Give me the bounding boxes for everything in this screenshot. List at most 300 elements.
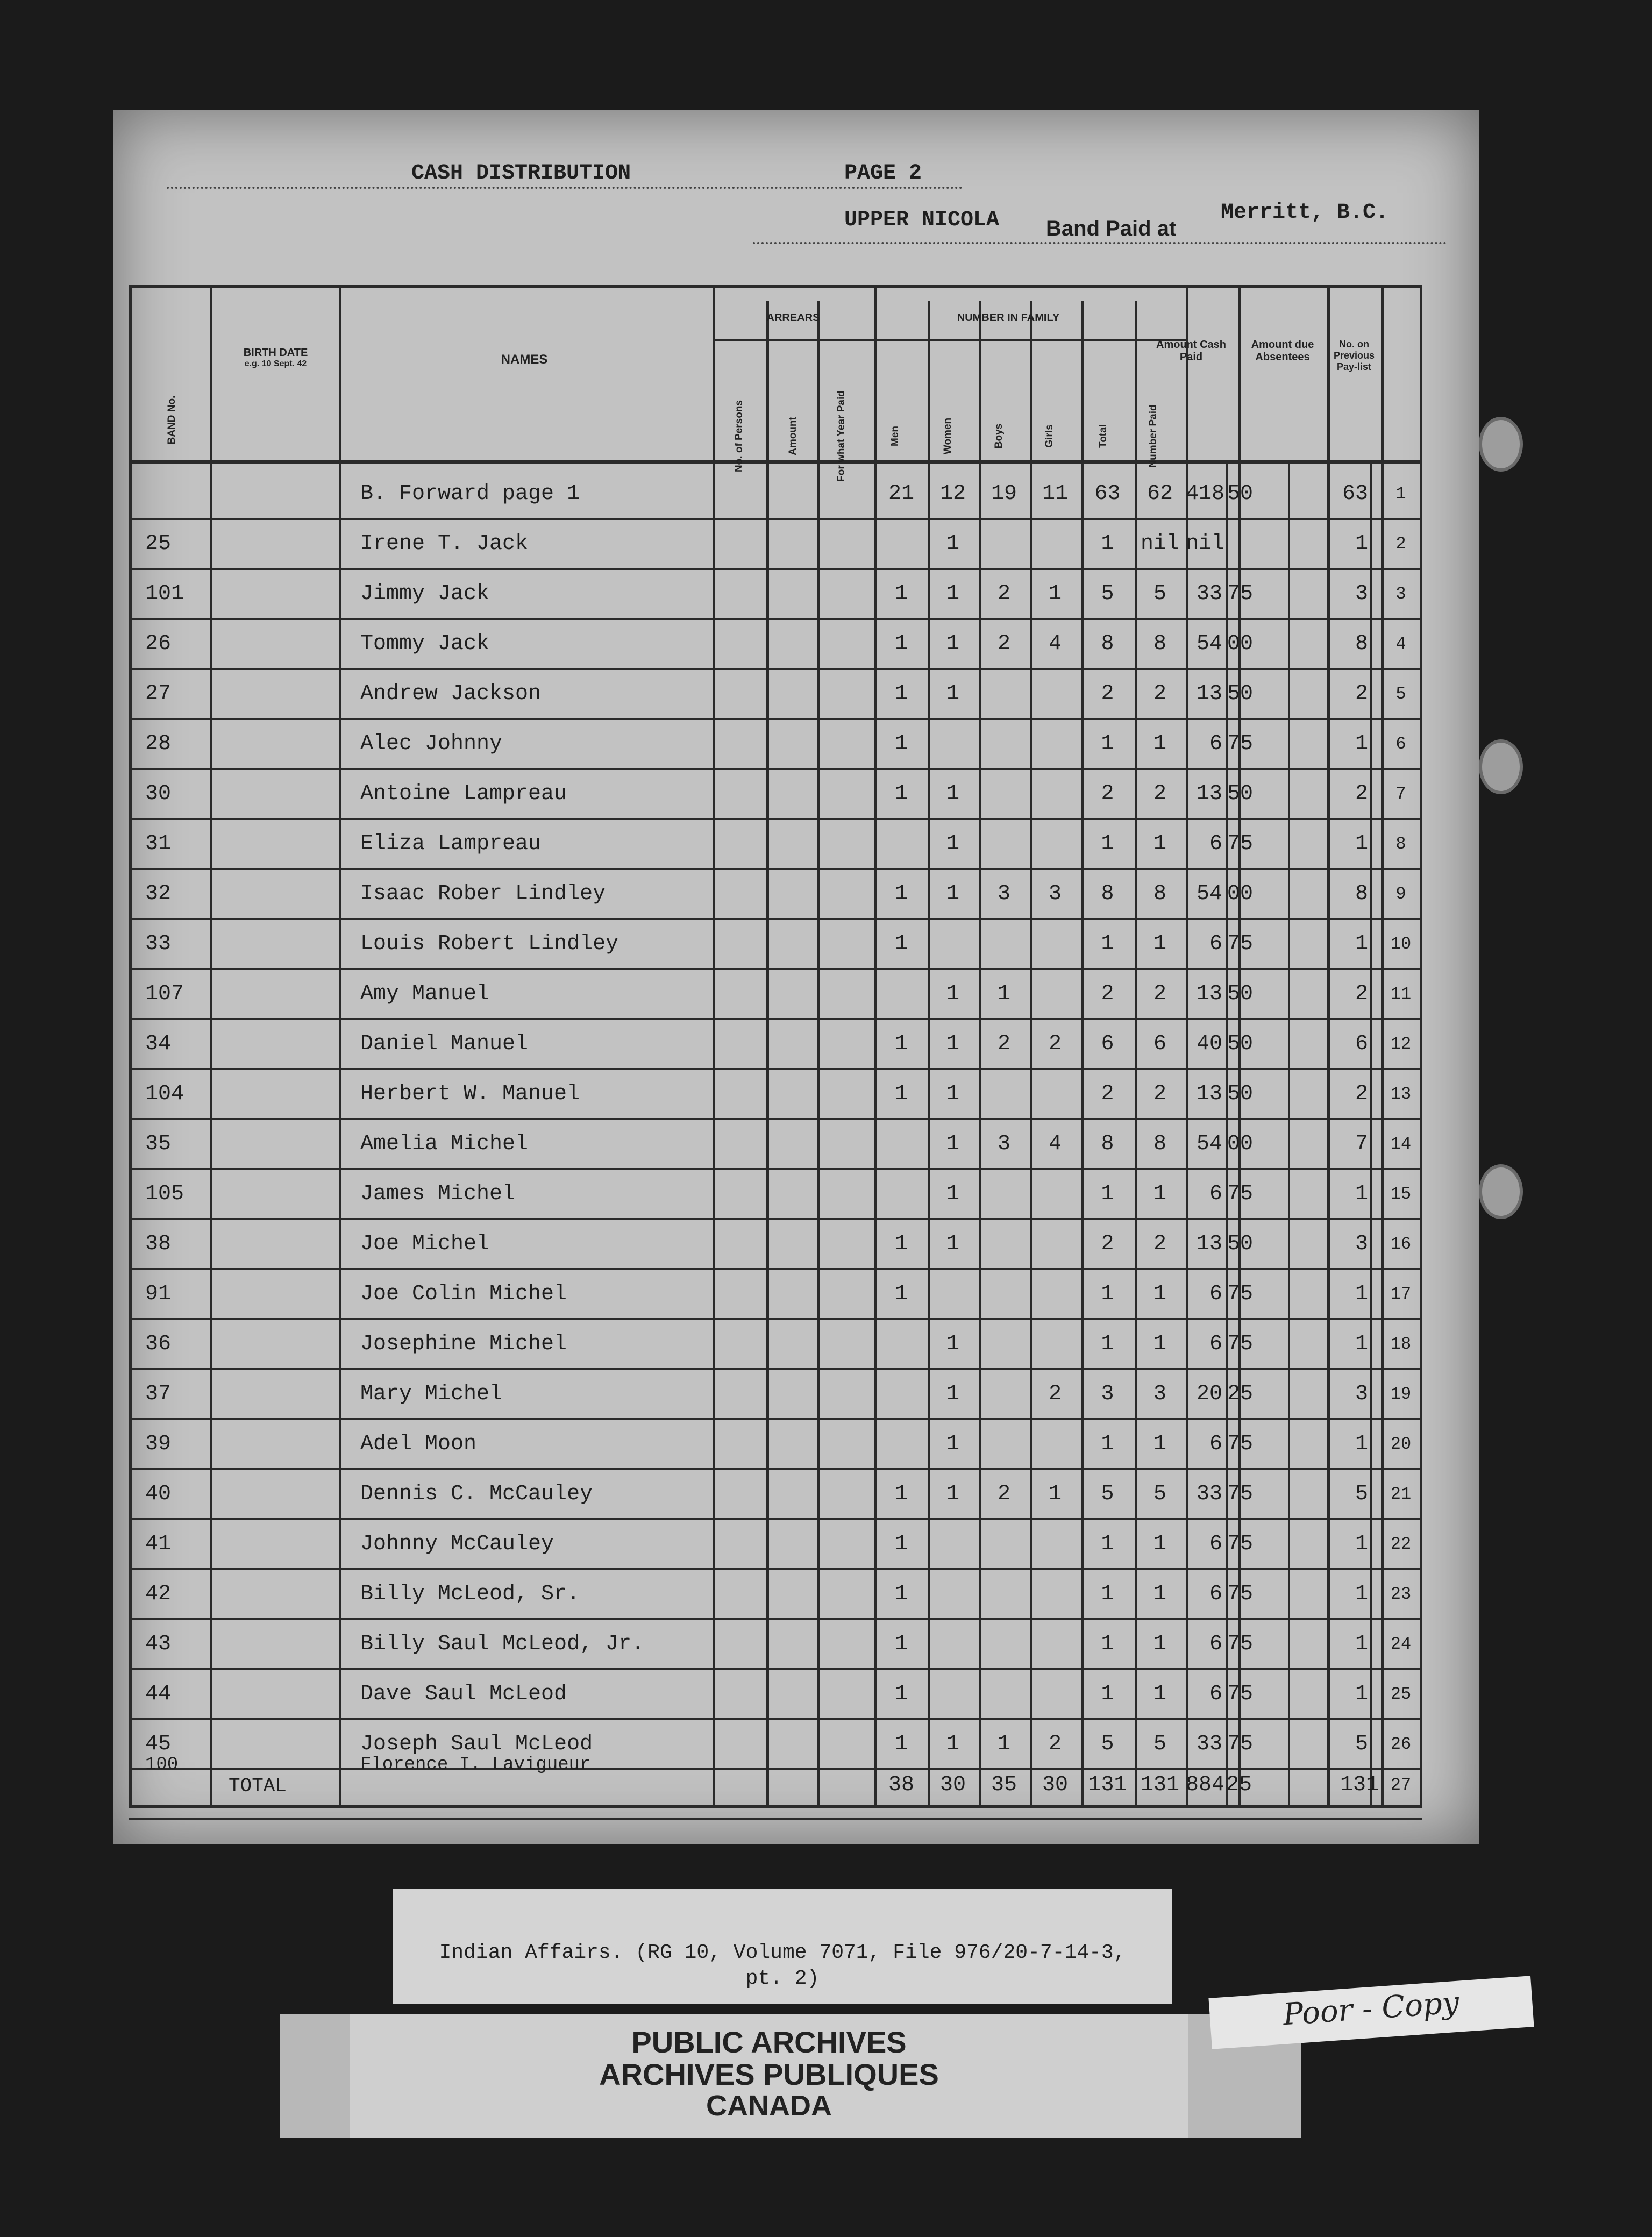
men-count: 1 [894, 782, 908, 806]
no-previous: 1 [1355, 1582, 1368, 1606]
band-no: 42 [145, 1582, 172, 1606]
archives-stamp [350, 2014, 1188, 2138]
number-paid: 62 [1147, 482, 1173, 506]
men-count: 21 [888, 482, 914, 506]
table-row [129, 1281, 1420, 1331]
men-count: 1 [894, 932, 908, 956]
men-count: 1 [894, 882, 908, 906]
archives-name-en: PUBLIC ARCHIVES [631, 2025, 907, 2059]
table-row [129, 1031, 1420, 1081]
entry-name: B. Forward page 1 [360, 482, 580, 506]
table-row [129, 1531, 1420, 1581]
table-row [129, 731, 1420, 781]
column-header-women: Women [942, 417, 953, 455]
line-number: 13 [1390, 1084, 1412, 1104]
archive-reference-text [403, 1940, 1162, 1992]
punch-hole-top [1479, 417, 1523, 472]
paid-at-rule [753, 242, 1447, 244]
number-paid: 1 [1153, 1582, 1166, 1606]
family-total: 2 [1101, 782, 1114, 806]
number-paid: 1 [1153, 832, 1166, 856]
men-count: 1 [894, 1582, 908, 1606]
no-previous: 3 [1355, 1232, 1368, 1256]
no-previous: 7 [1355, 1132, 1368, 1156]
amount-cents: 00 [1227, 1132, 1254, 1156]
band-no: 27 [145, 682, 172, 706]
women-count: 1 [946, 632, 959, 656]
girls-count: 2 [1048, 1382, 1062, 1406]
entry-name: Dennis C. McCauley [360, 1482, 593, 1506]
total-no-previous: 131 [1340, 1773, 1379, 1797]
entry-name: Johnny McCauley [360, 1532, 554, 1556]
amount-dollars: 6 [1209, 932, 1222, 956]
number-paid: 5 [1153, 1482, 1166, 1506]
boys-count: 1 [997, 1732, 1010, 1756]
men-count: 1 [894, 1082, 908, 1106]
no-previous: 2 [1355, 1082, 1368, 1106]
number-paid: 1 [1153, 932, 1166, 956]
boys-count: 2 [997, 582, 1010, 606]
family-total: 1 [1101, 1582, 1114, 1606]
line-number: 20 [1390, 1434, 1412, 1454]
number-paid: 1 [1153, 1182, 1166, 1206]
table-row [129, 1682, 1420, 1732]
entry-name: Isaac Rober Lindley [360, 882, 606, 906]
table-row [129, 1431, 1420, 1481]
men-count: 1 [894, 632, 908, 656]
band-no: 39 [145, 1432, 172, 1456]
men-count: 1 [894, 1032, 908, 1056]
no-previous: 3 [1355, 1382, 1368, 1406]
table-row [129, 1381, 1420, 1431]
entry-name: Billy Saul McLeod, Jr. [360, 1632, 645, 1656]
table-row [129, 531, 1420, 581]
amount-cents: 75 [1227, 1582, 1254, 1606]
band-no: 37 [145, 1382, 172, 1406]
men-count: 1 [894, 1682, 908, 1706]
line-number: 16 [1390, 1234, 1412, 1254]
no-previous: 1 [1355, 1532, 1368, 1556]
women-count: 12 [939, 482, 966, 506]
amount-dollars: 6 [1209, 1632, 1222, 1656]
no-previous: 8 [1355, 632, 1368, 656]
band-no: 35 [145, 1132, 172, 1156]
men-count: 1 [894, 1232, 908, 1256]
amount-cents: 75 [1227, 582, 1254, 606]
column-header-birth-date [212, 347, 339, 369]
family-total: 1 [1101, 532, 1114, 556]
ledger-table [129, 285, 1430, 1807]
band-no: 107 [145, 982, 184, 1006]
women-count: 1 [946, 682, 959, 706]
amount-dollars: 13 [1196, 682, 1222, 706]
men-count: 1 [894, 732, 908, 756]
women-count: 1 [946, 982, 959, 1006]
amount-dollars: 40 [1196, 1032, 1222, 1056]
table-row [129, 1632, 1420, 1682]
column-header-amount-cash-paid: Amount Cash Paid [1156, 339, 1226, 363]
no-previous: 1 [1355, 1682, 1368, 1706]
amount-cents: 75 [1227, 832, 1254, 856]
table-row [129, 831, 1420, 881]
archives-stamp-card [280, 2014, 1301, 2138]
amount-dollars: 6 [1209, 1682, 1222, 1706]
no-previous: 2 [1355, 982, 1368, 1006]
line-number: 5 [1395, 684, 1406, 704]
entry-name: Daniel Manuel [360, 1032, 529, 1056]
boys-count: 2 [997, 1482, 1010, 1506]
family-total: 2 [1101, 982, 1114, 1006]
number-paid: 1 [1153, 1282, 1166, 1306]
girls-count: 1 [1048, 1482, 1062, 1506]
number-paid: 2 [1153, 782, 1166, 806]
column-header-amount-due-absentees: Amount due Absentees [1251, 339, 1314, 363]
entry-name: James Michel [360, 1182, 516, 1206]
column-header-girls: Girls [1044, 424, 1055, 448]
table-row [129, 631, 1420, 681]
girls-count: 2 [1048, 1032, 1062, 1056]
table-row [129, 781, 1420, 831]
women-count: 1 [946, 1032, 959, 1056]
table-row [129, 981, 1420, 1031]
boys-count: 2 [997, 632, 1010, 656]
band-no: 105 [145, 1182, 184, 1206]
total-line-number: 27 [1390, 1775, 1412, 1795]
page-title: CASH DISTRIBUTION [411, 161, 631, 186]
poor-copy-note [1208, 1976, 1534, 2049]
number-paid: 8 [1153, 882, 1166, 906]
table-row [129, 1081, 1420, 1131]
number-paid: 2 [1153, 1232, 1166, 1256]
column-header-no-previous-paylist: No. on Previous Pay-list [1333, 339, 1375, 372]
amount-dollars: 13 [1196, 982, 1222, 1006]
family-total: 1 [1101, 1682, 1114, 1706]
number-paid: 1 [1153, 1332, 1166, 1356]
band-no: 91 [145, 1282, 172, 1306]
table-row [129, 1231, 1420, 1281]
boys-count: 3 [997, 1132, 1010, 1156]
amount-dollars: 20 [1196, 1382, 1222, 1406]
men-count: 1 [894, 682, 908, 706]
family-total: 5 [1101, 1482, 1114, 1506]
table-row [129, 581, 1420, 631]
no-previous: 63 [1342, 482, 1368, 506]
column-header-total: Total [1098, 424, 1109, 448]
amount-cents: 75 [1227, 1532, 1254, 1556]
amount-cents: 50 [1227, 1032, 1254, 1056]
line-number: 7 [1395, 784, 1406, 804]
amount-dollars: 6 [1209, 1332, 1222, 1356]
no-previous: 1 [1355, 832, 1368, 856]
family-total: 1 [1101, 732, 1114, 756]
no-previous: 1 [1355, 532, 1368, 556]
amount-dollars: 6 [1209, 832, 1222, 856]
amount-cents: 50 [1227, 782, 1254, 806]
men-count: 1 [894, 1482, 908, 1506]
women-count: 1 [946, 1382, 959, 1406]
table-row [129, 881, 1420, 931]
number-paid: 1 [1153, 1682, 1166, 1706]
entry-name: Amelia Michel [360, 1132, 529, 1156]
entry-name: Tommy Jack [360, 632, 490, 656]
extra-entry-name: Florence I. Lavigueur [360, 1755, 591, 1775]
entry-name: Adel Moon [360, 1432, 477, 1456]
women-count: 1 [946, 782, 959, 806]
entry-name: Billy McLeod, Sr. [360, 1582, 580, 1606]
amount-dollars: 13 [1196, 1232, 1222, 1256]
entry-name: Andrew Jackson [360, 682, 542, 706]
entry-name: Josephine Michel [360, 1332, 567, 1356]
band-no: 44 [145, 1682, 172, 1706]
amount-cents: 00 [1227, 632, 1254, 656]
family-total: 2 [1101, 1082, 1114, 1106]
column-header-men: Men [889, 426, 901, 446]
number-paid: 1 [1153, 1632, 1166, 1656]
line-number: 23 [1390, 1584, 1412, 1604]
amount-cents: 75 [1227, 1182, 1254, 1206]
family-total: 1 [1101, 1332, 1114, 1356]
amount-cents: 50 [1227, 1232, 1254, 1256]
women-count: 1 [946, 532, 959, 556]
amount-cents: 75 [1227, 732, 1254, 756]
total-number-paid: 131 [1140, 1773, 1179, 1797]
men-count: 1 [894, 1732, 908, 1756]
girls-count: 4 [1048, 1132, 1062, 1156]
line-number: 17 [1390, 1284, 1412, 1304]
line-number: 6 [1395, 734, 1406, 754]
entry-name: Alec Johnny [360, 732, 503, 756]
punch-hole-middle [1479, 739, 1523, 794]
amount-cents: 00 [1227, 882, 1254, 906]
women-count: 1 [946, 1082, 959, 1106]
no-previous: 5 [1355, 1482, 1368, 1506]
number-paid: 5 [1153, 1732, 1166, 1756]
no-previous: 2 [1355, 682, 1368, 706]
line-number: 1 [1395, 484, 1406, 504]
number-paid: 2 [1153, 1082, 1166, 1106]
amount-cents: 75 [1227, 1632, 1254, 1656]
number-paid: 8 [1153, 632, 1166, 656]
amount-cents: 75 [1227, 1432, 1254, 1456]
number-paid: 3 [1153, 1382, 1166, 1406]
boys-count: 19 [991, 482, 1017, 506]
table-row [129, 1581, 1420, 1632]
amount-dollars: nil [1186, 532, 1225, 556]
no-previous: 5 [1355, 1732, 1368, 1756]
band-no: 32 [145, 882, 172, 906]
band-no: 28 [145, 732, 172, 756]
line-number: 4 [1395, 634, 1406, 654]
grid-rule-top [129, 285, 1422, 288]
amount-dollars: 33 [1196, 1482, 1222, 1506]
line-number: 19 [1390, 1384, 1412, 1404]
women-count: 1 [946, 882, 959, 906]
family-total: 8 [1101, 882, 1114, 906]
amount-dollars: 6 [1209, 1282, 1222, 1306]
band-no: 40 [145, 1482, 172, 1506]
grid-rule-bottom [129, 1805, 1422, 1808]
column-header-band-no: BAND No. [166, 395, 177, 445]
line-number: 26 [1390, 1734, 1412, 1754]
amount-dollars: 13 [1196, 1082, 1222, 1106]
amount-cents: 50 [1227, 482, 1254, 506]
column-header-amount: Amount [787, 417, 799, 455]
band-paid-at-label: Band Paid at [1046, 217, 1177, 240]
band-no: 38 [145, 1232, 172, 1256]
line-number: 18 [1390, 1334, 1412, 1354]
archive-reference-card [393, 1889, 1172, 2004]
line-number: 21 [1390, 1484, 1412, 1504]
women-count: 1 [946, 1132, 959, 1156]
no-previous: 3 [1355, 582, 1368, 606]
no-previous: 8 [1355, 882, 1368, 906]
boys-count: 2 [997, 1032, 1010, 1056]
men-count: 1 [894, 1282, 908, 1306]
total-girls: 30 [1042, 1773, 1068, 1797]
family-total: 1 [1101, 1282, 1114, 1306]
amount-dollars: 418 [1186, 482, 1225, 506]
entry-name: Amy Manuel [360, 982, 490, 1006]
men-count: 1 [894, 582, 908, 606]
entry-name: Joe Colin Michel [360, 1282, 567, 1306]
family-total: 2 [1101, 1232, 1114, 1256]
table-row [129, 1181, 1420, 1231]
family-total: 6 [1101, 1032, 1114, 1056]
amount-cents: 75 [1227, 1282, 1254, 1306]
entry-name: Herbert W. Manuel [360, 1082, 580, 1106]
entry-name: Louis Robert Lindley [360, 932, 619, 956]
amount-cents: 25 [1227, 1382, 1254, 1406]
family-total: 8 [1101, 632, 1114, 656]
total-amount-dollars: 884 [1186, 1773, 1225, 1797]
family-total: 1 [1101, 1182, 1114, 1206]
number-paid: 1 [1153, 1532, 1166, 1556]
no-previous: 1 [1355, 732, 1368, 756]
family-total: 63 [1094, 482, 1121, 506]
total-amount-cents: 25 [1226, 1773, 1252, 1797]
number-paid: 2 [1153, 682, 1166, 706]
amount-dollars: 6 [1209, 732, 1222, 756]
family-total: 8 [1101, 1132, 1114, 1156]
band-no: 41 [145, 1532, 172, 1556]
no-previous: 1 [1355, 1282, 1368, 1306]
entry-name: Antoine Lampreau [360, 782, 567, 806]
family-total: 1 [1101, 1532, 1114, 1556]
boys-count: 3 [997, 882, 1010, 906]
column-header-no-persons: No. of Persons [734, 400, 745, 473]
girls-count: 4 [1048, 632, 1062, 656]
family-total: 3 [1101, 1382, 1114, 1406]
boys-count: 1 [997, 982, 1010, 1006]
line-number: 24 [1390, 1634, 1412, 1654]
band-no: 43 [145, 1632, 172, 1656]
number-paid: 1 [1153, 1432, 1166, 1456]
amount-cents: 50 [1227, 982, 1254, 1006]
entry-name: Eliza Lampreau [360, 832, 542, 856]
men-count: 1 [894, 1632, 908, 1656]
column-header-boys: Boys [993, 423, 1005, 449]
amount-cents: 75 [1227, 932, 1254, 956]
no-previous: 2 [1355, 782, 1368, 806]
family-total: 5 [1101, 582, 1114, 606]
band-no: 25 [145, 532, 172, 556]
column-header-names: NAMES [501, 352, 548, 367]
amount-cents: 75 [1227, 1482, 1254, 1506]
band-no: 30 [145, 782, 172, 806]
girls-count: 2 [1048, 1732, 1062, 1756]
table-row [129, 931, 1420, 981]
table-row [129, 1331, 1420, 1381]
entry-name: Irene T. Jack [360, 532, 529, 556]
total-women: 30 [939, 1773, 966, 1797]
table-row [129, 1481, 1420, 1531]
family-total: 1 [1101, 932, 1114, 956]
total-boys: 35 [991, 1773, 1017, 1797]
family-total: 1 [1101, 1432, 1114, 1456]
no-previous: 1 [1355, 1432, 1368, 1456]
number-paid: 1 [1153, 732, 1166, 756]
amount-cents: 50 [1227, 682, 1254, 706]
men-count: 1 [894, 1532, 908, 1556]
amount-dollars: 54 [1196, 632, 1222, 656]
birth-date-label: BIRTH DATE [243, 347, 308, 359]
column-header-number-paid: Number Paid [1148, 404, 1159, 468]
family-total: 1 [1101, 1632, 1114, 1656]
band-no: 104 [145, 1082, 184, 1106]
line-number: 12 [1390, 1034, 1412, 1054]
band-no: 45 [145, 1732, 172, 1756]
band-no: 31 [145, 832, 172, 856]
amount-dollars: 6 [1209, 1182, 1222, 1206]
archive-reference-line-1: Indian Affairs. (RG 10, Volume 7071, File 976/20-7-14-3, [439, 1941, 1126, 1964]
family-total: 5 [1101, 1732, 1114, 1756]
number-paid: 8 [1153, 1132, 1166, 1156]
women-count: 1 [946, 1432, 959, 1456]
women-count: 1 [946, 1732, 959, 1756]
amount-cents: 75 [1227, 1332, 1254, 1356]
grid-rule-header-bottom [129, 460, 1422, 464]
table-row [129, 481, 1420, 531]
family-total: 2 [1101, 682, 1114, 706]
band-no: 26 [145, 632, 172, 656]
band-no: 36 [145, 1332, 172, 1356]
women-count: 1 [946, 1332, 959, 1356]
poor-copy-text: Poor - Copy [1281, 1985, 1461, 2033]
entry-name: Dave Saul McLeod [360, 1682, 567, 1706]
amount-dollars: 13 [1196, 782, 1222, 806]
entry-name: Joe Michel [360, 1232, 490, 1256]
line-number: 9 [1395, 884, 1406, 904]
title-rule [167, 187, 963, 189]
column-header-arrears: ARREARS [766, 312, 820, 324]
line-number: 14 [1390, 1134, 1412, 1154]
band-name: UPPER NICOLA [844, 208, 1000, 232]
women-count: 1 [946, 582, 959, 606]
grid-rule-vertical [1420, 285, 1422, 1807]
band-no: 34 [145, 1032, 172, 1056]
line-number: 2 [1395, 534, 1406, 554]
amount-dollars: 54 [1196, 882, 1222, 906]
no-previous: 1 [1355, 932, 1368, 956]
amount-dollars: 33 [1196, 1732, 1222, 1756]
no-previous: 1 [1355, 1182, 1368, 1206]
women-count: 1 [946, 832, 959, 856]
birth-date-example: e.g. 10 Sept. 42 [244, 359, 307, 368]
line-number: 10 [1390, 934, 1412, 954]
family-total: 1 [1101, 832, 1114, 856]
total-men: 38 [888, 1773, 914, 1797]
amount-cents: 75 [1227, 1682, 1254, 1706]
